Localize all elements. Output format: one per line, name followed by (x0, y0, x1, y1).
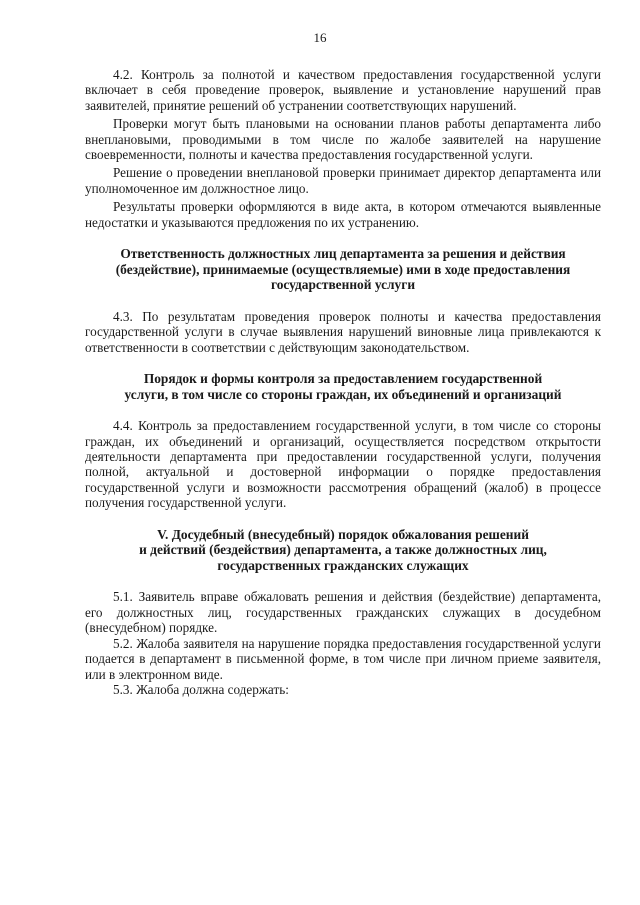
paragraph-5-3: 5.3. Жалоба должна содержать: (113, 681, 289, 697)
heading-section-5-line-1: V. Досудебный (внесудебный) порядок обжалования решений (157, 526, 529, 542)
heading-section-5 (85, 527, 601, 574)
heading-responsibility-line-3: государственной услуги (270, 277, 416, 293)
paragraph-5-2: 5.2. Жалоба заявителя на нарушение порядка предоставления государственной услуги подается в департамент в письменной форме, в том числе при личном приеме заявителя, или в электронном виде. (85, 635, 601, 682)
paragraph-4-4: 4.4. Контроль за предоставлением государственной услуги, в том числе со стороны граждан, их объединений и организаций, осуществляется посредством открытости деятельности департамента при предоставлении государственной услуги, получения полной, актуальной и достоверной информации о порядке предоставления государственной услуги и возможности рассмотрения обращений (жалоб) в процессе получения государственной услуги. (85, 418, 601, 511)
paragraph-4-2: 4.2. Контроль за полнотой и качеством предоставления государственной услуги включает в себя проведение проверок, выявление и установление нарушений прав заявителей, принятие решений об устранении соответствующих нарушений. (85, 67, 601, 113)
heading-control (85, 371, 601, 402)
heading-responsibility-line-1: Ответственность должностных лиц департамента за решения и действия (120, 246, 566, 262)
heading-control-line-1: Порядок и формы контроля за предоставлением государственной (143, 371, 543, 387)
paragraph-5-1: 5.1. Заявитель вправе обжаловать решения и действия (бездействие) департамента, его должностных лиц, государственных гражданских служащих в досудебном (внесудебном) порядке. (85, 589, 601, 636)
paragraph-checks: Проверки могут быть плановыми на основании планов работы департамента либо внеплановыми, проводимыми в том числе по жалобе заявителей на нарушение своевременности, полноты и качества предоставления государственной услуги. (85, 116, 601, 163)
heading-section-5-line-3: государственных гражданских служащих (217, 557, 469, 573)
page-number: 16 (313, 30, 327, 45)
heading-responsibility-line-2: (бездействие), принимаемые (осуществляемые) ими в ходе предоставления (115, 261, 571, 277)
heading-control-line-2: услуги, в том числе со стороны граждан, их объединений и организаций (124, 386, 562, 402)
document-body (85, 67, 601, 697)
heading-section-5-line-2: и действий (бездействия) департамента, а также должностных лиц, (139, 542, 547, 558)
paragraph-4-3: 4.3. По результатам проведения проверок полноты и качества предоставления государственной услуги в случае выявления нарушений виновные лица привлекаются к ответственности в соответствии с действующим законодательством. (85, 308, 601, 355)
paragraph-decision: Решение о проведении внеплановой проверки принимает директор департамента или уполномоченное им должностное лицо. (85, 165, 601, 196)
heading-responsibility (85, 246, 601, 293)
paragraph-results: Результаты проверки оформляются в виде акта, в котором отмечаются выявленные недостатки и указываются предложения по их устранению. (85, 199, 601, 230)
